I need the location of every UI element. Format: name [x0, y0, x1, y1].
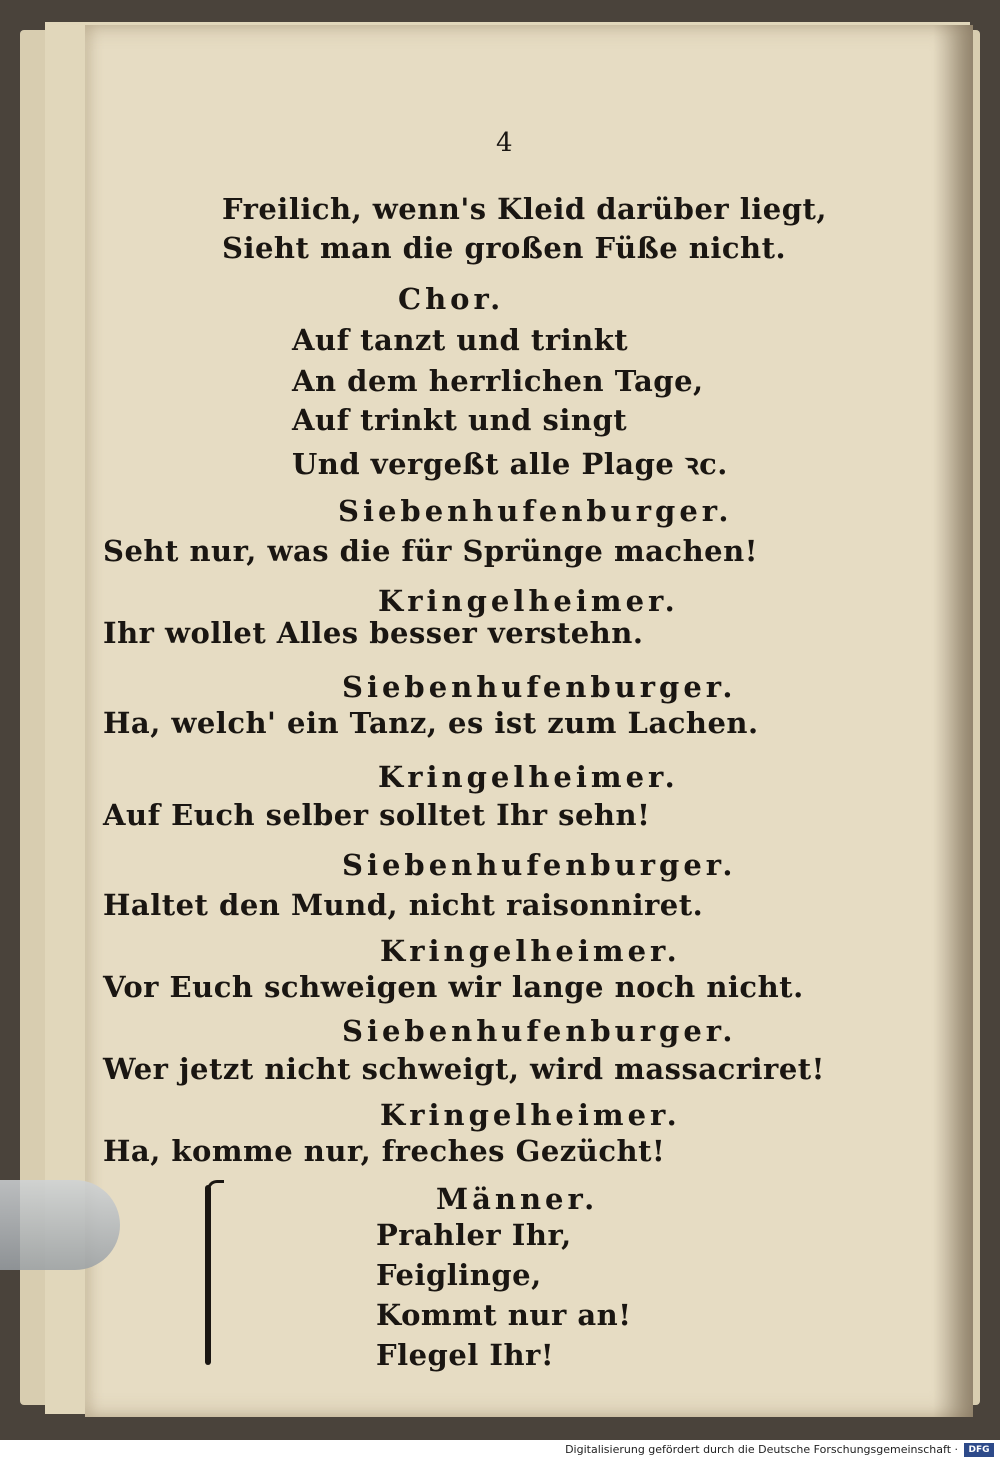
footer-credit: Digitalisierung gefördert durch die Deutsche Forschungsgemeinschaft ·: [565, 1443, 958, 1456]
page-number: 4: [496, 128, 514, 158]
verse-line: Freilich, wenn's Kleid darüber liegt,: [222, 192, 828, 226]
dialogue-line: Ihr wollet Alles besser verstehn.: [103, 616, 644, 650]
page-clip: [0, 1180, 120, 1270]
chor-line: An dem herrlichen Tage,: [292, 364, 704, 398]
speaker-chor: Chor.: [398, 282, 505, 316]
dialogue-line: Auf Euch selber solltet Ihr sehn!: [103, 798, 651, 832]
speaker-name: Kringelheimer.: [378, 584, 679, 618]
chor-line: Und vergeßt alle Plage ꝛc.: [292, 447, 728, 481]
dialogue-line: Haltet den Mund, nicht raisonniret.: [103, 888, 704, 922]
dialogue-line: Ha, welch' ein Tanz, es ist zum Lachen.: [103, 706, 759, 740]
spine-shadow: [933, 25, 973, 1417]
maenner-line: Kommt nur an!: [376, 1298, 632, 1332]
dfg-logo: DFG: [964, 1443, 994, 1457]
speaker-name: Siebenhufenburger.: [342, 848, 737, 882]
dialogue-line: Ha, komme nur, freches Gezücht!: [103, 1134, 666, 1168]
maenner-line: Flegel Ihr!: [376, 1338, 555, 1372]
chor-line: Auf trinkt und singt: [292, 403, 628, 437]
dialogue-line: Wer jetzt nicht schweigt, wird massacriret!: [103, 1052, 825, 1086]
speaker-maenner: Männer.: [436, 1182, 599, 1216]
chorus-brace: [205, 1185, 211, 1365]
speaker-name: Siebenhufenburger.: [342, 670, 737, 704]
chor-line: Auf tanzt und trinkt: [292, 323, 629, 357]
speaker-name: Kringelheimer.: [378, 760, 679, 794]
speaker-name: Siebenhufenburger.: [342, 1014, 737, 1048]
speaker-name: Siebenhufenburger.: [338, 494, 733, 528]
maenner-line: Prahler Ihr,: [376, 1218, 572, 1252]
speaker-name: Kringelheimer.: [380, 1098, 681, 1132]
maenner-line: Feiglinge,: [376, 1258, 542, 1292]
dialogue-line: Seht nur, was die für Sprünge machen!: [103, 534, 758, 568]
dialogue-line: Vor Euch schweigen wir lange noch nicht.: [103, 970, 804, 1004]
verse-line: Sieht man die großen Füße nicht.: [222, 231, 787, 265]
speaker-name: Kringelheimer.: [380, 934, 681, 968]
